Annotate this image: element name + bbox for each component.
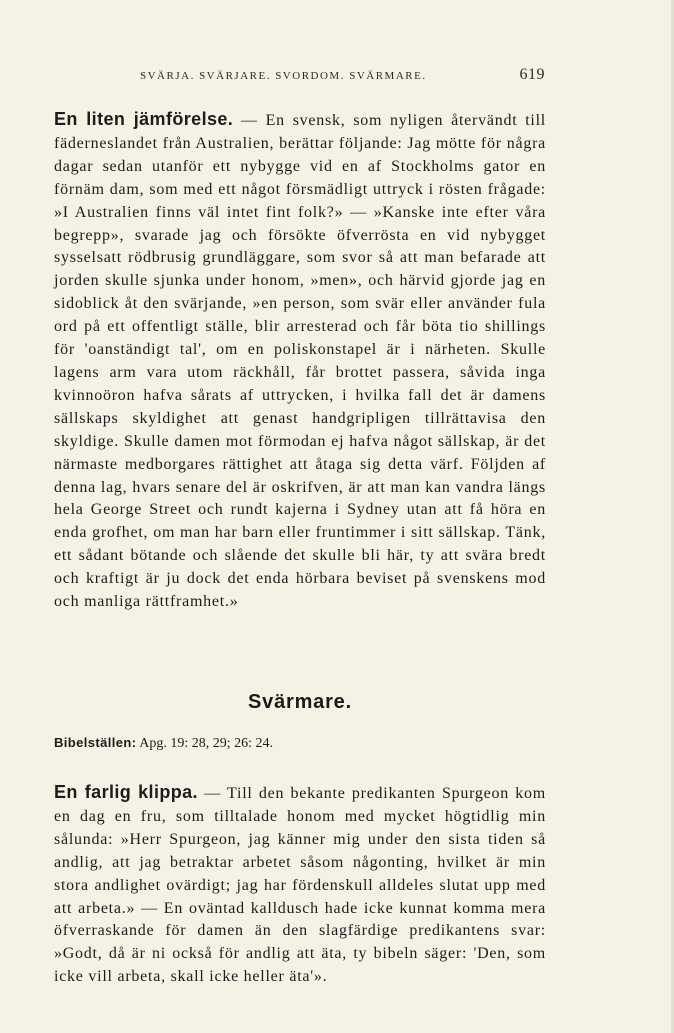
section-jamforelse-heading: En liten jämförelse.	[54, 109, 234, 129]
section-farlig-klippa	[54, 781, 546, 989]
bible-references-text: Apg. 19: 28, 29; 26: 24.	[136, 736, 274, 751]
section-farlig-klippa-heading: En farlig klippa.	[54, 782, 198, 802]
running-head	[140, 66, 545, 84]
page-number: 619	[519, 66, 545, 83]
section-heading-svarmare: Svärmare.	[248, 691, 352, 713]
section-jamforelse-body: — En svensk, som nyligen återvändt till fäderneslandet från Australien, berättar följande: Jag mötte för några dagar sedan utanför ett nybygge vid en af Stockholms gator en förnäm dam, som med ett något försmädligt uttryck i rösten frågade: »I Australien finns väl intet fint folk?» — »Kanske inte efter våra begrepp», svarade jag och försökte öfverrösta en vid nybygget sysselsatt rödbrusig grundläggare, som svor så att man befarade att jorden skulle sjunka under honom, »men», och härvid gjorde jag en sidoblick åt den svärjande, »en person, som svär eller använder fula ord på ett offentligt ställe, blir arresterad och får böta tio shillings för 'oanständigt tal', om en poliskonstapel är i närheten. Skulle lagens arm vara utom räckhåll, får brottet passera, såvida inga kvinnoöron hafva sårats af uttrycken, i hvilka fall det är damens sällskaps skyldighet att genast handgripligen tillrättavisa den skyldige. Skulle damen mot förmodan ej hafva något sällskap, är det närmaste medborgares rättighet att åtaga sig detta värf. Följden af denna lag, hvars senare del är oskrifven, är att man kan vandra längs hela George Street och rundt kajerna i Sydney utan att få höra en enda grofhet, om man har barn eller fruntimmer i sitt sällskap. Tänk, ett sådant bötande och slående det skulle bli här, ty att svära bredt och kraftigt är ju dock det enda hörbara beviset på svenskens mod och manliga rättframhet.»	[54, 112, 546, 611]
bible-references-label: Bibelställen:	[54, 735, 137, 750]
bible-references	[54, 735, 273, 752]
section-farlig-klippa-body: — Till den bekante predikanten Spurgeon kom en dag en fru, som tilltalade honom med mycket högtidlig min sålunda: »Herr Spurgeon, jag känner mig under den sista tiden så andlig, att jag betraktar arbetet såsom någonting, hvilket är min stora andlighet ovärdigt; jag har fördenskull alldeles slutat upp med att arbeta.» — En oväntad kalldusch hade icke kunnat komma mera öfverraskande för damen än den slagfärdige predikantens svar: »Godt, då är ni också för andlig att äta, ty bibeln säger: 'Den, som icke vill arbeta, skall icke heller äta'».	[54, 785, 546, 986]
running-head-title: SVÄRJA. SVÄRJARE. SVORDOM. SVÄRMARE.	[140, 70, 427, 82]
section-jamforelse	[54, 108, 546, 614]
